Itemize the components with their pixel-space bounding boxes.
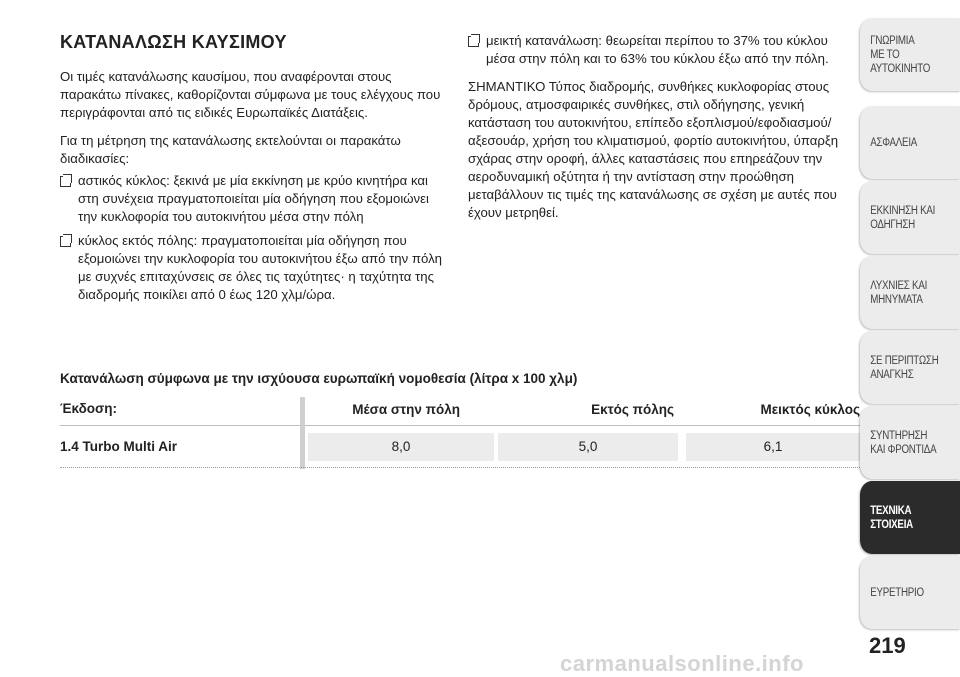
intro-paragraph: Οι τιμές κατανάλωσης καυσίμου, που αναφέρονται στους παρακάτω πίνακες, καθορίζονται σύμφωνα με τους ελέγχους που περιγράφονται από τις ειδικές Ευρωπαϊκές Διατάξεις. <box>60 69 441 120</box>
header-combined: Μεικτός κύκλος <box>760 402 860 417</box>
tab-index[interactable]: ΕΥΡΕΤΗΡΙΟ <box>860 556 960 629</box>
cell-combined: 6,1 <box>686 433 860 461</box>
consumption-table <box>60 395 860 454</box>
checkbox-bullet-icon <box>60 236 71 247</box>
table-title: Κατανάλωση σύμφωνα με την ισχύουσα ευρωπαϊκή νομοθεσία (λίτρα x 100 χλμ) <box>60 371 578 386</box>
header-version: Έκδοση: <box>60 401 118 416</box>
right-column <box>468 32 853 232</box>
cell-version: 1.4 Turbo Multi Air <box>60 439 177 454</box>
checkbox-bullet-icon <box>60 176 71 187</box>
checkbox-bullet-icon <box>468 36 479 47</box>
header-urban: Μέσα στην πόλη <box>352 402 460 417</box>
tab-starting-driving[interactable]: ΕΚΚΙΝΗΣΗ ΚΑΙ ΟΔΗΓΗΣΗ <box>860 181 960 254</box>
header-divider <box>60 425 860 426</box>
cell-extra-urban: 5,0 <box>498 433 678 461</box>
section-heading: ΚΑΤΑΝΑΛΩΣΗ ΚΑΥΣΙΜΟΥ <box>60 32 287 52</box>
tab-maintenance[interactable]: ΣΥΝΤΗΡΗΣΗ ΚΑΙ ΦΡΟΝΤΙΔΑ <box>860 406 960 479</box>
tab-lights-messages[interactable]: ΛΥΧΝΙΕΣ ΚΑΙ ΜΗΝΥΜΑΤΑ <box>860 256 960 329</box>
tab-emergency[interactable]: ΣΕ ΠΕΡΙΠΤΩΣΗ ΑΝΑΓΚΗΣ <box>860 331 960 404</box>
table-bottom-rule <box>60 467 860 468</box>
tab-technical-data[interactable]: ΤΕΧΝΙΚΑ ΣΤΟΙΧΕΙΑ <box>860 481 960 554</box>
important-note: ΣΗΜΑΝΤΙΚΟ Τύπος διαδρομής, συνθήκες κυκλοφορίας στους δρόμους, ατμοσφαιρικές συνθήκες, στιλ οδήγησης, γενική κατάσταση του αυτοκινήτου, επίπεδο εξοπλισμού/εφοδιασμού/αξεσουάρ, χρήση του κλιματισμού, φορτίο αυτοκινήτου, ύπαρξη σχάρας στην οροφή, άλλες καταστάσεις που επηρεάζουν την αεροδυναμική οξύτητα ή την αντίσταση στην προώθηση μεταβάλλουν τις τιμές της κατανάλωσης σε σχέση με αυτές που έχουν μετρηθεί. <box>468 79 839 220</box>
left-column <box>60 32 442 314</box>
list-item: μεικτή κατανάλωση: θεωρείται περίπου το 37% του κύκλου μέσα στην πόλη και το 63% του κύκλου έξω από την πόλη. <box>468 32 853 68</box>
header-extra-urban: Εκτός πόλης <box>591 402 674 417</box>
table-row <box>60 395 860 454</box>
chapter-sidebar <box>858 0 960 640</box>
page-number: 219 <box>869 633 906 658</box>
combined-list <box>468 32 853 68</box>
procedure-list <box>60 172 442 304</box>
measure-paragraph: Για τη μέτρηση της κατανάλωσης εκτελούνται οι παρακάτω διαδικασίες: <box>60 133 401 166</box>
cell-urban: 8,0 <box>308 433 494 461</box>
list-item: αστικός κύκλος: ξεκινά με μία εκκίνηση με κρύο κινητήρα και στη συνέχεια πραγματοποιείται μία οδήγηση που εξομοιώνει την κυκλοφορία του αυτοκινήτου μέσα στην πόλη <box>60 172 442 226</box>
tab-safety[interactable]: ΑΣΦΑΛΕΙΑ <box>860 106 960 179</box>
list-item: κύκλος εκτός πόλης: πραγματοποιείται μία οδήγηση που εξομοιώνει την κυκλοφορία του αυτοκινήτου έξω από την πόλη με συχνές επιταχύνσεις σε όλες τις ταχύτητες· η ταχύτητα της διαδρομής ποικίλει από 0 έως 120 χλμ/ώρα. <box>60 232 442 304</box>
tab-getting-to-know[interactable]: ΓΝΩΡΙΜΙΑ ΜΕ ΤΟ ΑΥΤΟΚΙΝΗΤΟ <box>860 18 960 91</box>
watermark: carmanualsonline.info <box>560 651 804 676</box>
